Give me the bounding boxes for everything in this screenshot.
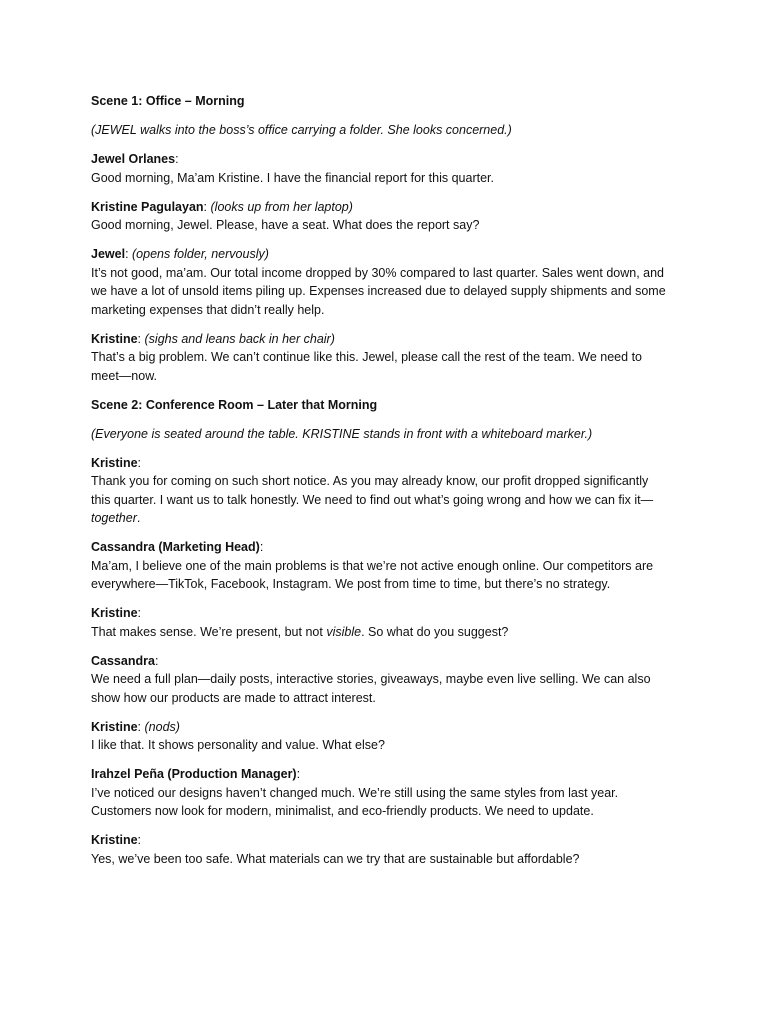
dialogue-line: That’s a big problem. We can’t continue like this. Jewel, please call the rest of the team. We need to	[91, 350, 642, 364]
dialogue-line: marketing expenses that didn’t really help.	[91, 302, 325, 317]
dialogue-line: Ma’am, I believe one of the main problems is that we’re not active enough online. Our competitors are	[91, 558, 654, 573]
dialogue-block: Kristine: Thank you for coming on such short notice. As you may already know, our profit dropped significantly this quarter. I want us to talk honestly. We need to find out what’s going wrong and how we can fix it— together.	[91, 454, 691, 528]
dialogue-line	[91, 509, 691, 528]
speaker-name: Kristine	[91, 606, 138, 620]
dialogue-line: we have a lot of unsold items piling up. Expenses increased due to delayed supply shipments and some	[91, 284, 666, 298]
dialogue-block: Kristine Pagulayan: (looks up from her laptop) Good morning, Jewel. Please, have a seat. What does the report say?	[91, 198, 691, 235]
scene-2-heading: Scene 2: Conference Room – Later that Morning	[91, 397, 378, 412]
dialogue-block: Cassandra: We need a full plan—daily posts, interactive stories, giveaways, maybe even live selling. We can also show how our products are made to attract interest.	[91, 652, 691, 708]
dialogue-block: Kristine: (sighs and leans back in her chair) That’s a big problem. We can’t continue like this. Jewel, please call the rest of the team. We need to meet—now.	[91, 330, 691, 386]
dialogue-line: It’s not good, ma’am. Our total income dropped by 30% compared to last quarter. Sales went down, and	[91, 265, 665, 280]
parenthetical: (sighs and leans back in her chair)	[144, 331, 335, 346]
dialogue-text: Yes, we’ve been too safe. What materials can we try that are sustainable but affordable?	[91, 851, 580, 866]
speaker-name: Kristine	[91, 833, 138, 847]
dialogue-line: We need a full plan—daily posts, interactive stories, giveaways, maybe even live selling. We can also	[91, 672, 651, 686]
parenthetical: (opens folder, nervously)	[132, 247, 269, 261]
dialogue-line: Customers now look for modern, minimalist, and eco-friendly products. We need to update.	[91, 804, 594, 818]
dialogue-block: Cassandra (Marketing Head): Ma’am, I believe one of the main problems is that we’re not active enough online. Our competitors are everywhere—TikTok, Facebook, Instagram. We post from time to time, but there’s no strategy.	[91, 538, 691, 594]
dialogue-line: everywhere—TikTok, Facebook, Instagram. We post from time to time, but there’s no strategy.	[91, 577, 611, 591]
dialogue-block: Jewel: (opens folder, nervously) It’s not good, ma’am. Our total income dropped by 30% compared to last quarter. Sales went down, and we have a lot of unsold items piling up. Expenses increased due to delayed supply shipments and some marketing expenses that didn’t really help.	[91, 245, 691, 319]
dialogue-text: Good morning, Jewel. Please, have a seat. What does the report say?	[91, 218, 480, 232]
speaker-name: Jewel	[91, 247, 126, 261]
dialogue-block: Kristine: (nods) I like that. It shows personality and value. What else?	[91, 718, 691, 755]
emphasized-word: together	[91, 511, 137, 525]
text-segment: That makes sense. We’re present, but not	[91, 624, 327, 639]
dialogue-block: Irahzel Peña (Production Manager): I’ve noticed our designs haven’t changed much. We’re still using the same styles from last year. Customers now look for modern, minimalist, and eco-friendly products. We need to update.	[91, 765, 691, 821]
dialogue-line: meet—now.	[91, 368, 158, 383]
speaker-name: Kristine	[91, 455, 138, 470]
parenthetical: (looks up from her laptop)	[210, 199, 353, 214]
dialogue-block: Jewel Orlanes: Good morning, Ma’am Kristine. I have the financial report for this quarter.	[91, 150, 691, 187]
text-segment: . So what do you suggest?	[361, 624, 509, 639]
speaker-name: Cassandra	[91, 653, 155, 668]
dialogue-line: show how our products are made to attract interest.	[91, 690, 376, 705]
dialogue-line: Thank you for coming on such short notice. As you may already know, our profit dropped significantly	[91, 474, 649, 488]
speaker-name: Kristine	[91, 719, 138, 734]
scene-2-stage-direction: (Everyone is seated around the table. KRISTINE stands in front with a whiteboard marker.)	[91, 426, 593, 441]
dialogue-block: Kristine: Yes, we’ve been too safe. What materials can we try that are sustainable but affordable?	[91, 831, 691, 868]
speaker-name: Jewel Orlanes	[91, 152, 176, 166]
scene-1-stage-direction: (JEWEL walks into the boss’s office carrying a folder. She looks concerned.)	[91, 123, 512, 137]
punctuation: .	[136, 511, 141, 525]
dialogue-line: this quarter. I want us to talk honestly. We need to find out what’s going wrong and how we can fix it—	[91, 492, 654, 507]
speaker-name: Kristine Pagulayan	[91, 199, 204, 214]
speaker-name: Irahzel Peña (Production Manager)	[91, 767, 297, 781]
dialogue-text: I like that. It shows personality and value. What else?	[91, 738, 385, 752]
emphasized-word: visible	[326, 624, 362, 639]
scene-1-heading: Scene 1: Office – Morning	[91, 94, 245, 108]
dialogue-line: I’ve noticed our designs haven’t changed much. We’re still using the same styles from last year.	[91, 785, 619, 800]
dialogue-text	[91, 623, 691, 642]
script-document	[91, 92, 691, 879]
dialogue-block: Kristine: That makes sense. We’re present, but not visible. So what do you suggest?	[91, 604, 691, 641]
parenthetical: (nods)	[144, 719, 180, 734]
speaker-name: Kristine	[91, 331, 138, 346]
speaker-name: Cassandra (Marketing Head)	[91, 540, 260, 554]
dialogue-text: Good morning, Ma’am Kristine. I have the financial report for this quarter.	[91, 170, 494, 185]
